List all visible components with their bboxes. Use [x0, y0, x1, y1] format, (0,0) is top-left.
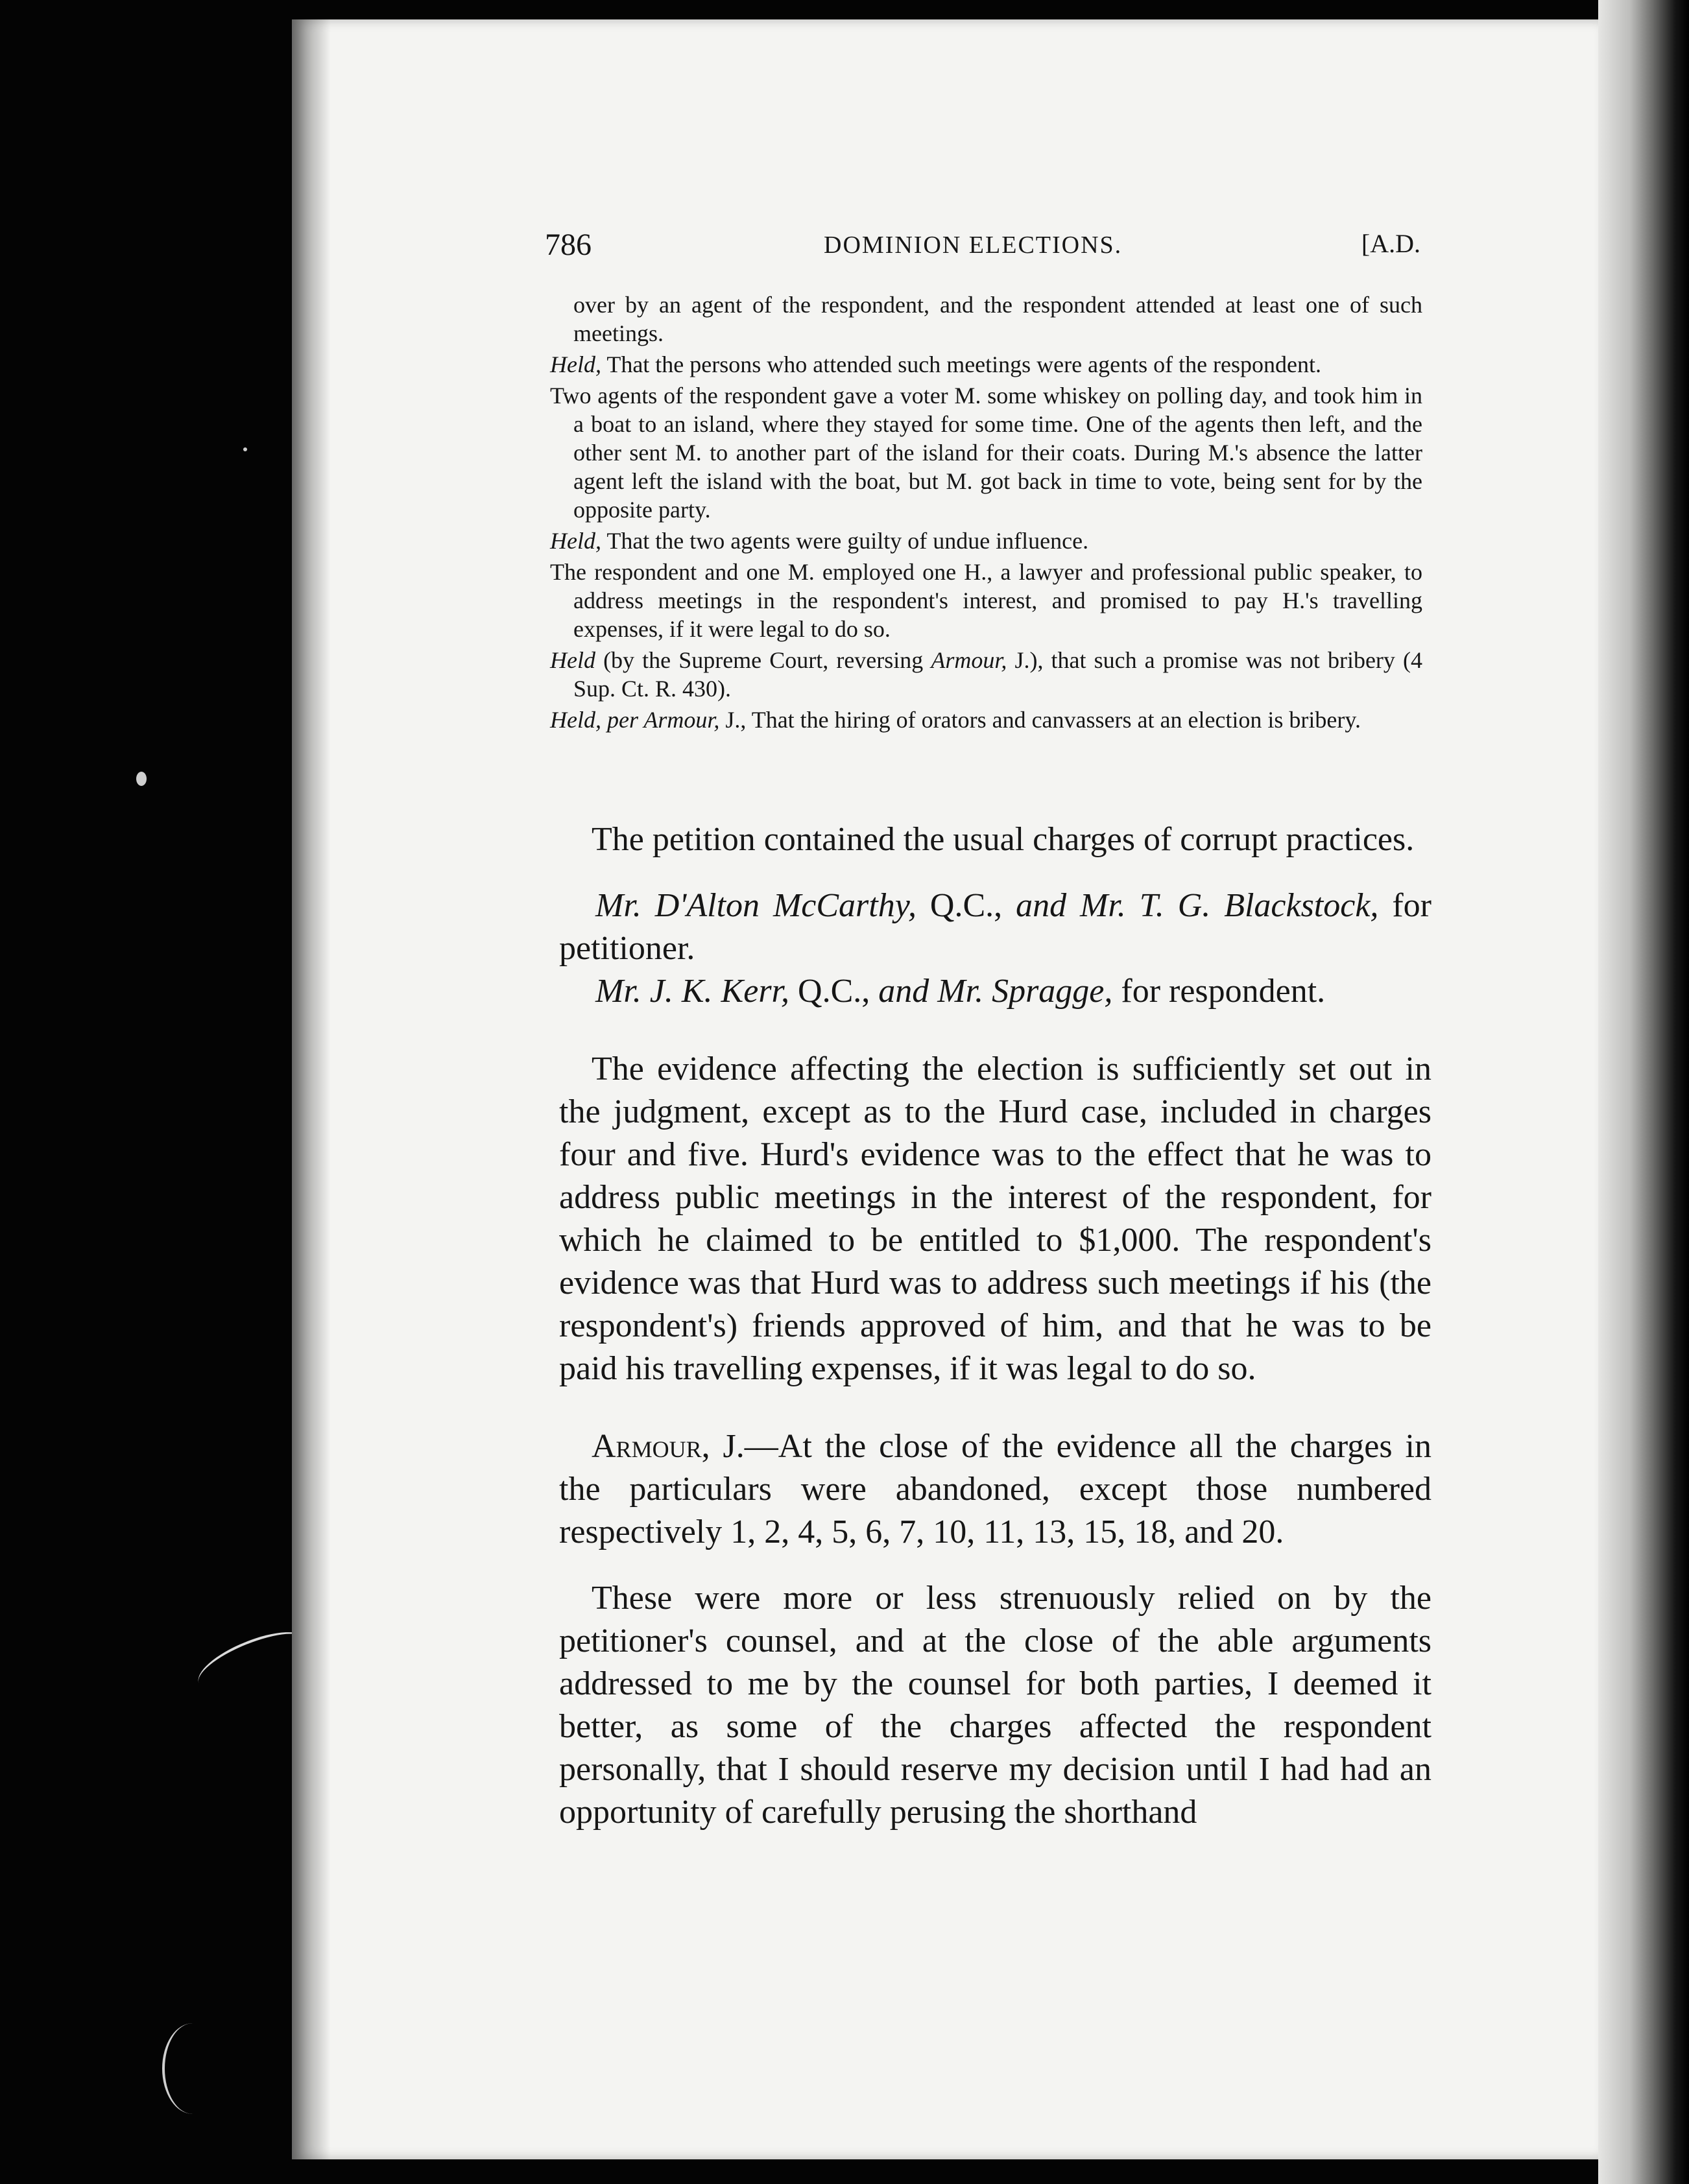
held-label: Held,: [550, 528, 601, 554]
held-label: Held,: [550, 707, 601, 733]
scan-speck: [136, 772, 147, 786]
running-title: DOMINION ELECTIONS.: [824, 231, 1123, 259]
headnote: [550, 291, 1422, 348]
counsel-petitioner: [559, 884, 1431, 970]
body-text: [559, 818, 1431, 1834]
running-head: [545, 227, 1420, 266]
headnote-text: J.), that such a promise was not bribery (4 Sup. Ct. R. 430).: [573, 647, 1422, 702]
headnote-text: That the persons who attended such meetings were agents of the respondent.: [601, 351, 1322, 377]
running-head-bracket: [A.D.: [1361, 229, 1420, 258]
headnotes: [550, 291, 1422, 737]
counsel-names: and Mr. Spragge,: [870, 973, 1113, 1010]
judgment-paragraph: These were more or less strenuously relied on by the petitioner's counsel, and at the close of the able arguments addressed to me by the counsel for both parties, I deemed it better, as some of the charges affected the respondent personally, that I should reserve my decision until I had had an opportunity of carefully perusing the shorthand: [559, 1580, 1431, 1831]
judgment-paragraph: [559, 1425, 1431, 1554]
headnote: [550, 381, 1422, 524]
headnote-text: J., That the hiring of orators and canvassers at an election is bribery.: [719, 707, 1361, 733]
judge-name: Armour: [592, 1428, 702, 1465]
headnote-text: (by the Supreme Court, reversing: [595, 647, 931, 673]
judgment-text: , J.—At the close of the evidence all the charges in the particulars were abandoned, except those numbered respectively 1, 2, 4, 5, 6, 7, 10, 11, 13, 15, 18, and 20.: [559, 1428, 1431, 1550]
counsel-respondent: [559, 970, 1431, 1013]
book-binding-edge: [1598, 0, 1689, 2184]
counsel-qc: Q.C.,: [789, 973, 870, 1010]
counsel-qc: Q.C.,: [916, 887, 1003, 924]
page-gutter-shadow: [292, 19, 331, 2159]
counsel-role: for petitioner.: [559, 887, 1431, 967]
headnote: [550, 646, 1422, 703]
headnote: [550, 350, 1422, 379]
headnote-text: That the two agents were guilty of undue influence.: [601, 528, 1089, 554]
scan-scratch: [162, 2023, 223, 2114]
counsel-names: Mr. D'Alton McCarthy,: [595, 887, 916, 924]
held-label: Held,: [550, 351, 601, 377]
counsel-names: and Mr. T. G. Blackstock,: [1002, 887, 1379, 924]
spacer: [559, 1390, 1431, 1425]
headnote-text: over by an agent of the respondent, and the respondent attended at least one of such meetings.: [573, 292, 1422, 346]
counsel-role: for respondent.: [1112, 973, 1326, 1010]
judge-name: Armour,: [931, 647, 1007, 673]
headnote: [550, 706, 1422, 734]
headnote: [550, 558, 1422, 643]
scan-speck: [243, 447, 247, 451]
spacer: [559, 1013, 1431, 1048]
spacer: [559, 861, 1431, 884]
evidence-paragraph: The evidence affecting the election is sufficiently set out in the judgment, except as to the Hurd case, included in charges four and five. Hurd's evidence was to the effect that he was to address public meetings in the interest of the respondent, for which he claimed to be entitled to $1,000. The respondent's evidence was that Hurd was to address such meetings if his (the respondent's) friends approved of him, and that he was to be paid his travelling expenses, if it was legal to do so.: [559, 1050, 1431, 1387]
headnote: [550, 527, 1422, 555]
headnote-text: The respondent and one M. employed one H., a lawyer and professional public speaker, to address meetings in the respondent's interest, and promised to pay H.'s travelling expenses, if it were legal to do so.: [550, 559, 1422, 642]
page-number: 786: [545, 228, 592, 262]
per-judge: per Armour,: [601, 707, 720, 733]
headnote-text: Two agents of the respondent gave a voter M. some whiskey on polling day, and took him in a boat to an island, where they stayed for some time. One of the agents then left, and the other sent M. to another part of the island for their coats. During M.'s absence the latter agent left the island with the boat, but M. got back in time to vote, being sent for by the opposite party.: [550, 383, 1422, 523]
spacer: [559, 1554, 1431, 1577]
counsel-names: Mr. J. K. Kerr,: [595, 973, 790, 1010]
petition-paragraph: The petition contained the usual charges of corrupt practices.: [592, 821, 1415, 858]
held-label: Held: [550, 647, 595, 673]
